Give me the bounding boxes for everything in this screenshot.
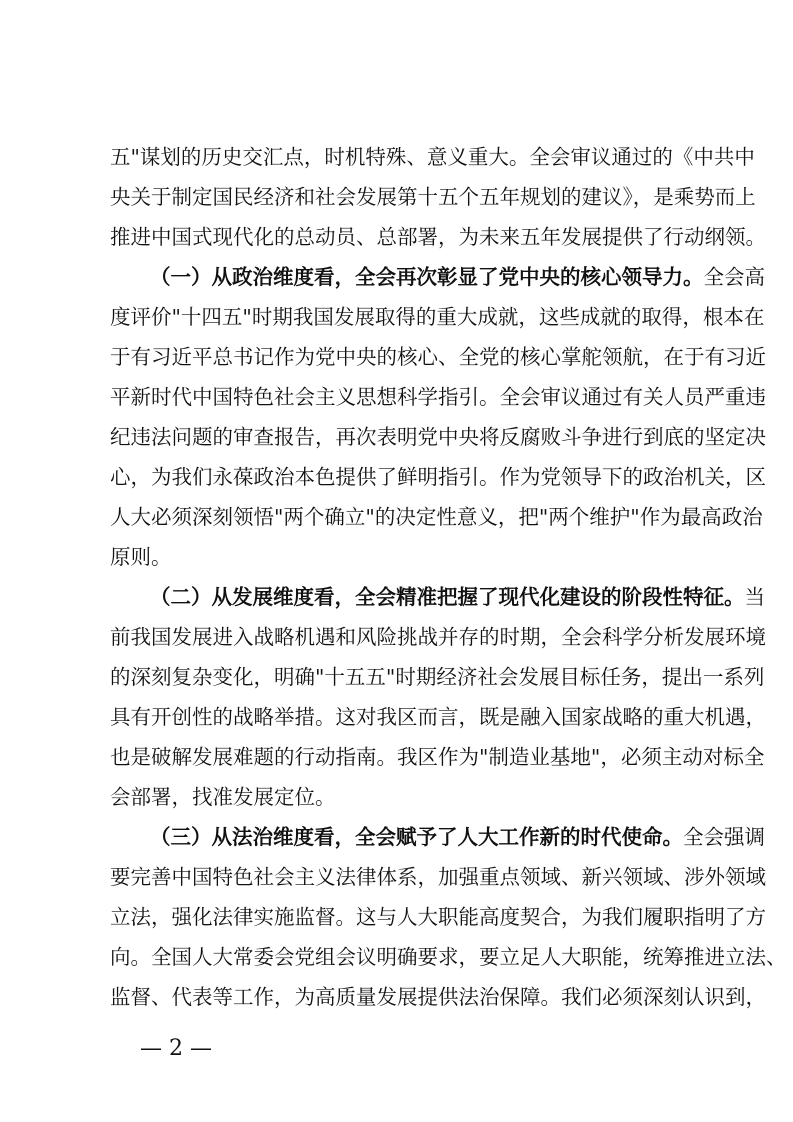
text-line: 度评价"十四五"时期我国发展取得的重大成就，这些成就的取得，根本在 [110, 305, 765, 329]
text-line: 心，为我们永葆政治本色提供了鲜明指引。作为党领导下的政治机关，区 [110, 465, 766, 489]
text-line: 会部署，找准发展定位。 [110, 785, 336, 809]
text-line: 人大必须深刻领悟"两个确立"的决定性意义，把"两个维护"作为最高政治 [110, 505, 763, 529]
text-line: 于有习近平总书记作为党中央的核心、全党的核心掌舵领航，在于有习近 [110, 345, 766, 369]
text-line: 具有开创性的战略举措。这对我区而言，既是融入国家战略的重大机遇， [110, 705, 766, 729]
text-line: 原则。 [110, 545, 172, 569]
section-1-text: 全会高 [703, 265, 765, 289]
text-line: 平新时代中国特色社会主义思想科学指引。全会审议通过有关人员严重违 [110, 385, 766, 409]
section-3-first-line [150, 817, 765, 857]
section-3-heading: （三）从法治维度看，全会赋予了人大工作新的时代使命。 [150, 825, 683, 849]
text-line: 五"谋划的历史交汇点，时机特殊、意义重大。全会审议通过的《中共中 [110, 145, 755, 169]
section-2-heading: （二）从发展维度看，全会精准把握了现代化建设的阶段性特征。 [150, 585, 745, 609]
text-line: 监督、代表等工作，为高质量发展提供法治保障。我们必须深刻认识到， [110, 985, 766, 1009]
text-line: 立法，强化法律实施监督。这与人大职能高度契合，为我们履职指明了方 [110, 905, 766, 929]
text-line: 前我国发展进入战略机遇和风险挑战并存的时期，全会科学分析发展环境 [110, 625, 766, 649]
text-line: 也是破解发展难题的行动指南。我区作为"制造业基地"，必须主动对标全 [110, 745, 765, 769]
text-line: 纪违法问题的审查报告，再次表明党中央将反腐败斗争进行到底的坚定决 [110, 425, 766, 449]
section-2-first-line [150, 577, 765, 617]
section-2-text: 当 [744, 585, 765, 609]
text-line: 推进中国式现代化的总动员、总部署，为未来五年发展提供了行动纲领。 [110, 225, 766, 249]
section-1-heading: （一）从政治维度看，全会再次彰显了党中央的核心领导力。 [150, 265, 704, 289]
text-line: 要完善中国特色社会主义法律体系，加强重点领域、新兴领域、涉外领域 [110, 865, 766, 889]
text-line: 向。全国人大常委会党组会议明确要求，要立足人大职能，统筹推进立法、 [110, 945, 787, 969]
section-3-text: 全会强调 [683, 825, 765, 849]
page-number: — 2 — [140, 1036, 212, 1061]
section-1-first-line [150, 257, 765, 297]
text-line: 的深刻复杂变化，明确"十五五"时期经济社会发展目标任务，提出一系列 [110, 665, 765, 689]
text-line: 央关于制定国民经济和社会发展第十五个五年规划的建议》，是乘势而上 [110, 185, 756, 209]
